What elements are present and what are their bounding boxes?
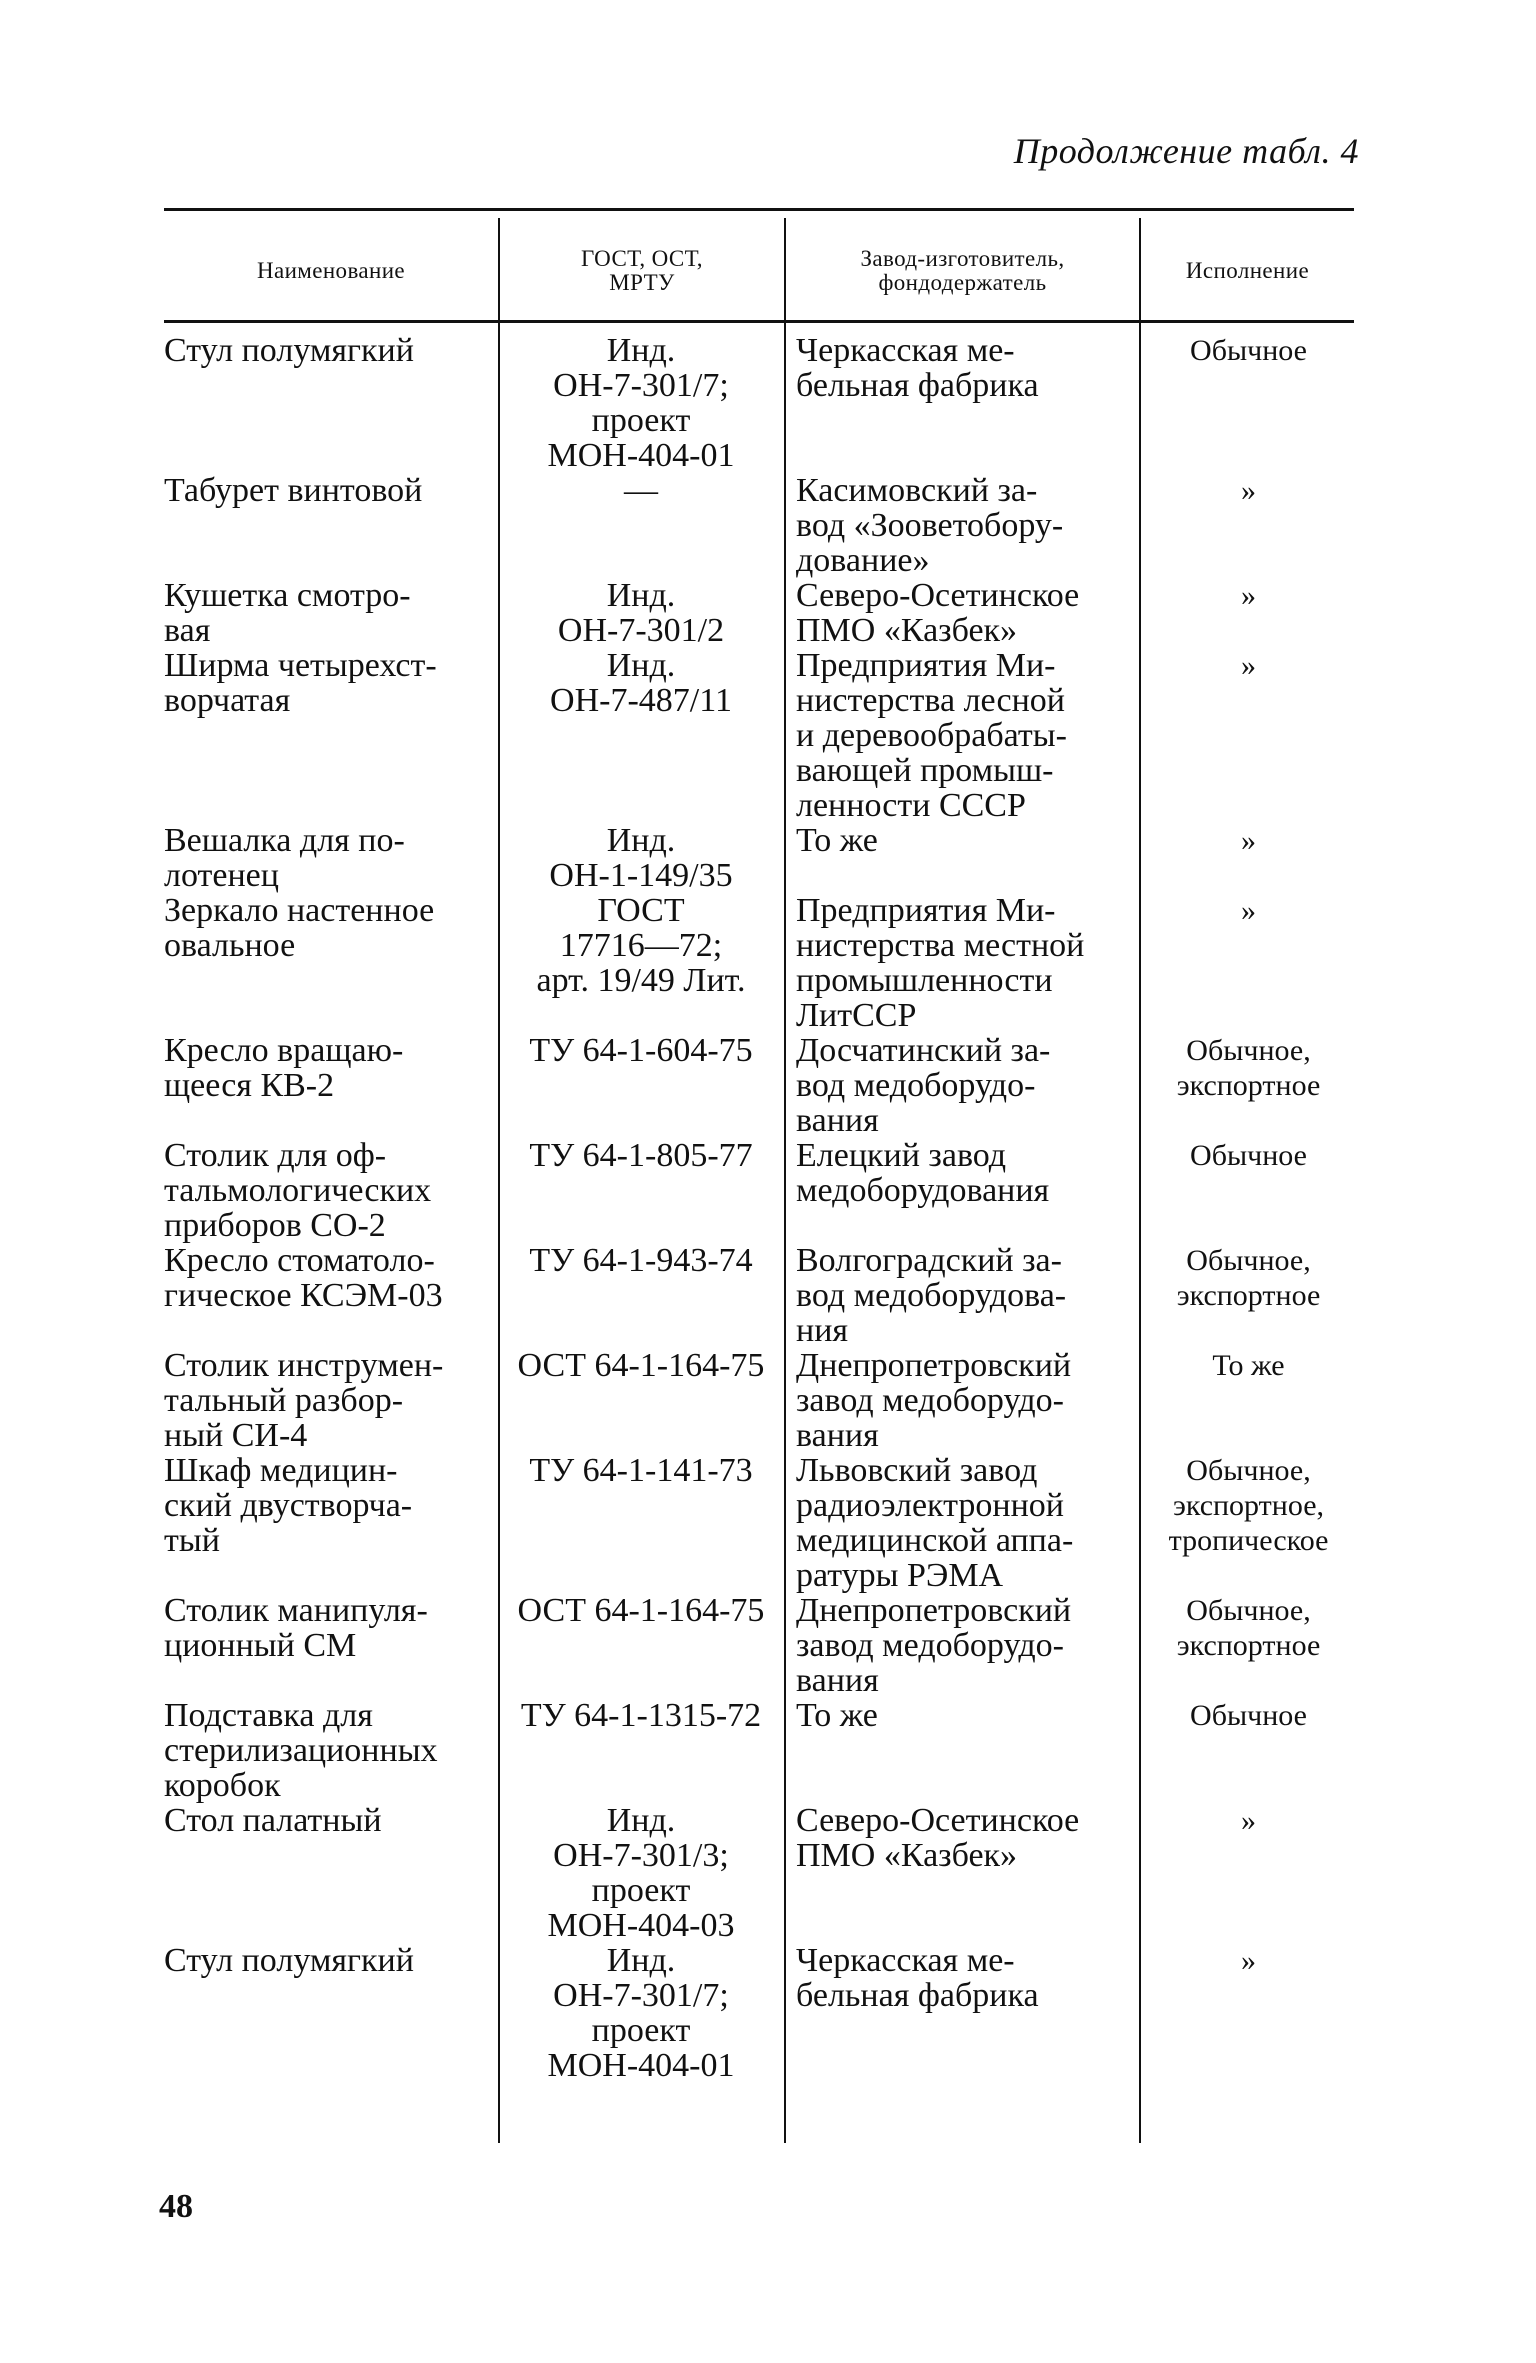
item-name: Столик манипуля- ционный СМ bbox=[164, 1593, 428, 1663]
item-manufacturer: Львовский завод радиоэлектронной медицинской аппа- ратуры РЭМА bbox=[796, 1453, 1074, 1593]
table-row bbox=[164, 648, 1354, 823]
item-name: Табурет винтовой bbox=[164, 473, 423, 508]
item-execution: Обычное, экспортное bbox=[1176, 1034, 1321, 1102]
item-manufacturer: Елецкий завод медоборудования bbox=[796, 1138, 1050, 1208]
table-row bbox=[164, 1943, 1354, 2083]
item-name: Ширма четырехст- ворчатая bbox=[164, 648, 437, 718]
item-standard: Инд. ОН-1-149/35 bbox=[549, 823, 733, 893]
table-row bbox=[164, 333, 1354, 473]
item-name: Стул полумягкий bbox=[164, 333, 414, 368]
item-execution: » bbox=[1241, 1804, 1256, 1837]
table-row bbox=[164, 1698, 1354, 1803]
item-execution: Обычное bbox=[1190, 334, 1307, 367]
item-manufacturer: То же bbox=[796, 1698, 878, 1733]
item-manufacturer: Днепропетровский завод медоборудо- вания bbox=[796, 1593, 1072, 1698]
item-standard: ТУ 64-1-943-74 bbox=[529, 1243, 753, 1278]
table-row bbox=[164, 1138, 1354, 1243]
item-execution: Обычное, экспортное bbox=[1176, 1244, 1321, 1312]
item-execution: » bbox=[1241, 474, 1256, 507]
item-execution: » bbox=[1241, 824, 1256, 857]
table-body bbox=[164, 333, 1354, 2143]
table-row bbox=[164, 1243, 1354, 1348]
item-standard: Инд. ОН-7-487/11 bbox=[550, 648, 732, 718]
item-manufacturer: Северо-Осетинское ПМО «Казбек» bbox=[796, 1803, 1080, 1873]
item-manufacturer: Волгоградский за- вод медоборудова- ния bbox=[796, 1243, 1067, 1348]
table-row bbox=[164, 1593, 1354, 1698]
item-name: Столик инструмен- тальный разбор- ный СИ-4 bbox=[164, 1348, 444, 1453]
item-execution: Обычное bbox=[1190, 1139, 1307, 1172]
table-row bbox=[164, 578, 1354, 648]
item-execution: Обычное, экспортное bbox=[1176, 1594, 1321, 1662]
equipment-table bbox=[164, 208, 1354, 2143]
item-manufacturer: Северо-Осетинское ПМО «Казбек» bbox=[796, 578, 1080, 648]
item-execution: Обычное, экспортное, тропическое bbox=[1168, 1454, 1329, 1557]
page-number: 48 bbox=[159, 2188, 193, 2225]
table-header-rule bbox=[164, 320, 1354, 323]
table-row bbox=[164, 1348, 1354, 1453]
item-name: Зеркало настенное овальное bbox=[164, 893, 435, 963]
item-manufacturer: Черкасская ме- бельная фабрика bbox=[796, 333, 1039, 403]
item-standard: ТУ 64-1-141-73 bbox=[529, 1453, 753, 1488]
item-manufacturer: Предприятия Ми- нистерства лесной и деревообрабаты- вающей промыш- ленности СССР bbox=[796, 648, 1067, 823]
item-manufacturer: Черкасская ме- бельная фабрика bbox=[796, 1943, 1039, 2013]
item-standard: ТУ 64-1-805-77 bbox=[529, 1138, 753, 1173]
item-name: Кресло стоматоло- гическое КСЭМ-03 bbox=[164, 1243, 443, 1313]
item-name: Вешалка для по- лотенец bbox=[164, 823, 405, 893]
table-row bbox=[164, 823, 1354, 893]
item-name: Стол палатный bbox=[164, 1803, 382, 1838]
item-name: Столик для оф- тальмологических приборов СО-2 bbox=[164, 1138, 432, 1243]
item-manufacturer: Касимовский за- вод «Зооветобору- дование» bbox=[796, 473, 1064, 578]
header-name: Наименование bbox=[256, 257, 406, 283]
table-row bbox=[164, 1033, 1354, 1138]
item-standard: Инд. ОН-7-301/2 bbox=[557, 578, 725, 648]
item-standard: Инд. ОН-7-301/7; проект МОН-404-01 bbox=[547, 333, 735, 473]
item-manufacturer: Досчатинский за- вод медоборудо- вания bbox=[796, 1033, 1051, 1138]
table-row bbox=[164, 1803, 1354, 1943]
item-execution: То же bbox=[1212, 1349, 1285, 1382]
table-row bbox=[164, 473, 1354, 578]
item-standard: Инд. ОН-7-301/3; проект МОН-404-03 bbox=[547, 1803, 735, 1943]
item-execution: » bbox=[1241, 1944, 1256, 1977]
item-name: Кресло вращаю- щееся КВ-2 bbox=[164, 1033, 404, 1103]
item-name: Стул полумягкий bbox=[164, 1943, 414, 1978]
item-standard: ГОСТ 17716—72; арт. 19/49 Лит. bbox=[536, 893, 746, 998]
item-standard: ТУ 64-1-604-75 bbox=[529, 1033, 753, 1068]
item-standard: ТУ 64-1-1315-72 bbox=[520, 1698, 762, 1733]
item-execution: Обычное bbox=[1190, 1699, 1307, 1732]
item-standard: Инд. ОН-7-301/7; проект МОН-404-01 bbox=[547, 1943, 735, 2083]
item-name: Кушетка смотро- вая bbox=[164, 578, 411, 648]
table-row bbox=[164, 1453, 1354, 1593]
item-name: Подставка для стерилизационных коробок bbox=[164, 1698, 438, 1803]
item-standard: — bbox=[624, 473, 658, 508]
table-top-rule bbox=[164, 208, 1354, 211]
item-standard: ОСТ 64-1-164-75 bbox=[517, 1593, 765, 1628]
item-execution: » bbox=[1241, 579, 1256, 612]
table-row bbox=[164, 893, 1354, 1033]
item-execution: » bbox=[1241, 894, 1256, 927]
header-manufacturer: Завод-изготовитель, фондодержатель bbox=[860, 245, 1065, 295]
item-execution: » bbox=[1241, 649, 1256, 682]
header-execution: Исполнение bbox=[1185, 257, 1310, 283]
item-standard: ОСТ 64-1-164-75 bbox=[517, 1348, 765, 1383]
item-manufacturer: Днепропетровский завод медоборудо- вания bbox=[796, 1348, 1072, 1453]
item-manufacturer: Предприятия Ми- нистерства местной промышленности ЛитССР bbox=[796, 893, 1085, 1033]
item-manufacturer: То же bbox=[796, 823, 878, 858]
header-standard: ГОСТ, ОСТ, МРТУ bbox=[581, 245, 703, 295]
table-caption: Продолжение табл. 4 bbox=[1013, 131, 1359, 171]
item-name: Шкаф медицин- ский двустворча- тый bbox=[164, 1453, 413, 1558]
